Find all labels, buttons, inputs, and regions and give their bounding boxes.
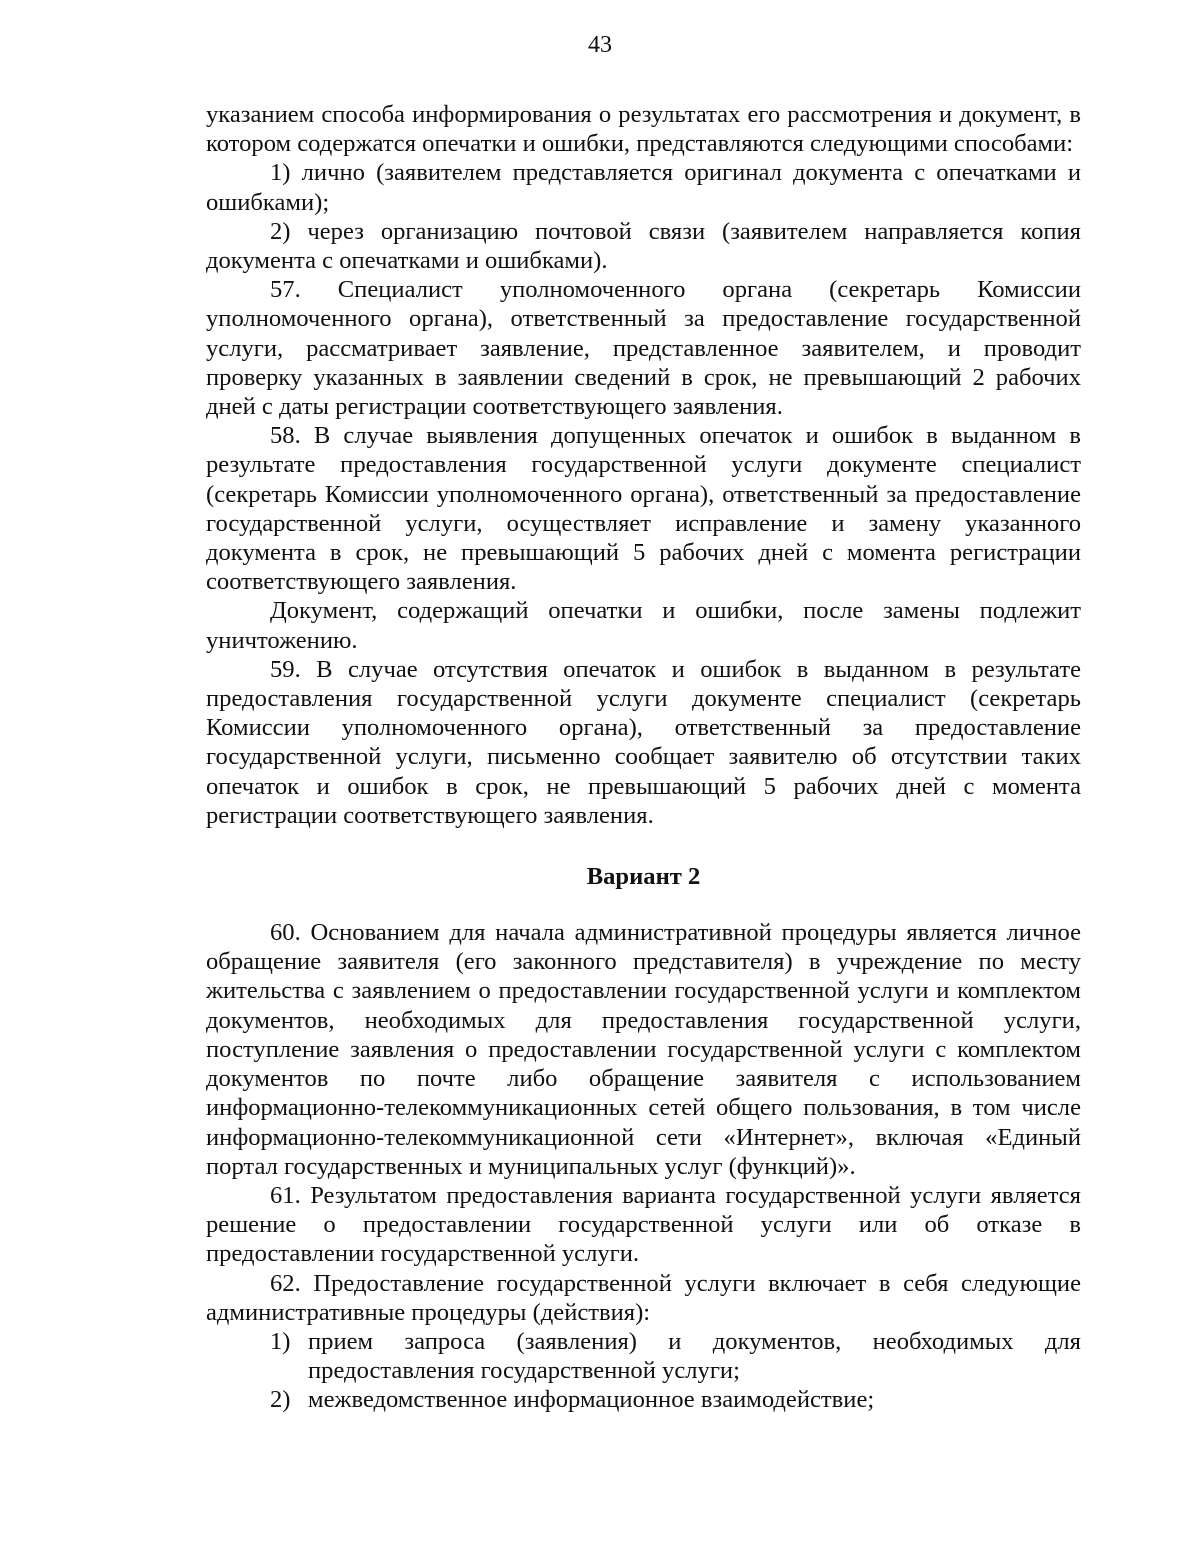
list-item [206,1327,1081,1385]
page-number: 43 [588,32,612,58]
paragraph: 2) через организацию почтовой связи (заявителем направляется копия документа с опечатками и ошибками). [206,217,1081,275]
paragraph: 59. В случае отсутствия опечаток и ошибок в выданном в результате предоставления государственной услуги документе специалист (секретарь Комиссии уполномоченного органа), ответственный за предоставление государственной услуги, письменно сообщает заявителю об отсутствии таких опечаток и ошибок в срок, не превышающий 5 рабочих дней с момента регистрации соответствующего заявления. [206,655,1081,829]
section-heading: Вариант 2 [586,863,701,891]
paragraph: 62. Предоставление государственной услуги включает в себя следующие административные процедуры (действия): [206,1269,1081,1326]
paragraph: 1) лично (заявителем представляется оригинал документа с опечатками и ошибками); [206,159,1081,216]
list-item-number: 1) [270,1327,291,1355]
document-body [206,100,1081,1415]
list-item-text: прием запроса (заявления) и документов, необходимых для предоставления государственной услуги; [308,1327,1081,1385]
list-item-number: 2) [270,1386,291,1414]
list-item-text: межведомственное информационное взаимодействие; [308,1386,875,1414]
paragraph: Документ, содержащий опечатки и ошибки, после замены подлежит уничтожению. [206,597,1081,654]
paragraph: 57. Специалист уполномоченного органа (секретарь Комиссии уполномоченного органа), ответственный за предоставление государственной услуги, рассматривает заявление, представленное заявителем, и проводит проверку указанных в заявлении сведений в срок, не превышающий 2 рабочих дней с даты регистрации соответствующего заявления. [206,276,1081,421]
paragraph: 60. Основанием для начала административной процедуры является личное обращение заявителя (его законного представителя) в учреждение по месту жительства с заявлением о предоставлении государственной услуги и комплектом документов, необходимых для предоставления государственной услуги, поступление заявления о предоставлении государственной услуги с комплектом документов по почте либо обращение заявителя с использованием информационно-телекоммуникационных сетей общего пользования, в том числе информационно-телекоммуникационной сети «Интернет», включая «Единый портал государственных и муниципальных услуг (функций)». [206,919,1081,1180]
list-item [206,1385,1081,1414]
paragraph: 61. Результатом предоставления варианта государственной услуги является решение о предоставлении государственной услуги или об отказе в предоставлении государственной услуги. [206,1181,1081,1268]
paragraph: 58. В случае выявления допущенных опечаток и ошибок в выданном в результате предоставления государственной услуги документе специалист (секретарь Комиссии уполномоченного органа), ответственный за предоставление государственной услуги, осуществляет исправление и замену указанного документа в срок, не превышающий 5 рабочих дней с момента регистрации соответствующего заявления. [206,422,1081,596]
paragraph: указанием способа информирования о результатах его рассмотрения и документ, в котором содержатся опечатки и ошибки, представляются следующими способами: [206,101,1081,158]
